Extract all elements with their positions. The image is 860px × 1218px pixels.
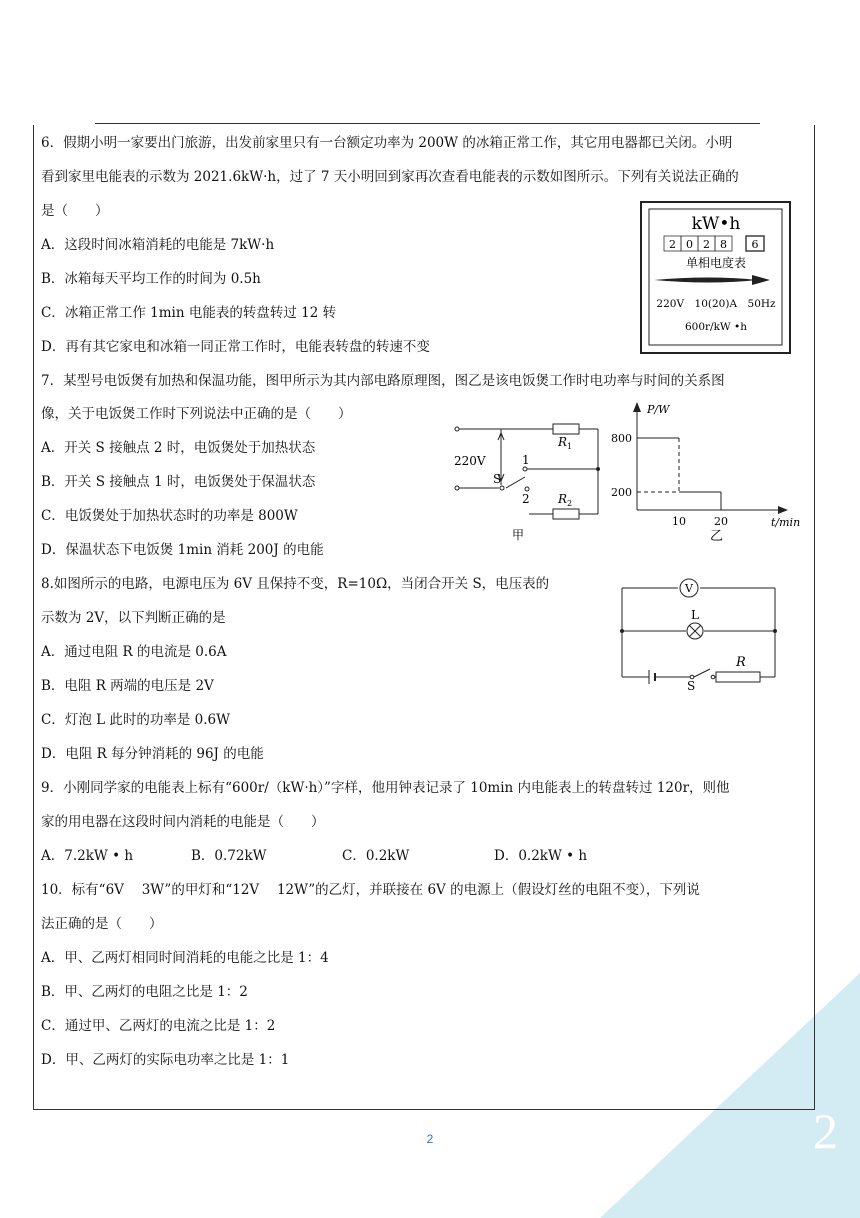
resistor-label: R	[736, 655, 746, 670]
electric-meter-figure	[640, 201, 792, 355]
rice-cooker-circuit-diagram	[445, 415, 610, 545]
q10-option-a: A．甲、乙两灯相同时间消耗的电能之比是 1：4	[41, 950, 329, 966]
meter-arrow-icon	[654, 275, 770, 285]
q10-option-b: B．甲、乙两灯的电阻之比是 1：2	[41, 984, 248, 1000]
page-number: 2	[426, 1132, 434, 1146]
q7-option-a: A．开关 S 接触点 2 时，电饭煲处于加热状态	[41, 440, 316, 456]
meter-digit-1: 2	[669, 238, 676, 251]
graph-x-label: t/min	[771, 516, 801, 529]
meter-digit-4: 8	[720, 238, 727, 251]
graph-y-tick-label: 200	[611, 486, 632, 499]
meter-digit-3: 2	[703, 238, 710, 251]
lamp-icon	[687, 623, 703, 639]
lamp-label: L	[691, 608, 699, 622]
q8-option-d: D．电阻 R 每分钟消耗的 96J 的电能	[41, 746, 264, 762]
meter-digit-2: 0	[686, 238, 693, 251]
resistor-r2-label: R	[558, 492, 568, 506]
q6-option-b: B．冰箱每天平均工作的时间为 0.5h	[41, 271, 261, 287]
meter-spec: 220V 10(20)A 50Hz	[656, 298, 776, 310]
circuit-switch-label: S	[493, 472, 502, 486]
q10-option-d: D．甲、乙两灯的实际电功率之比是 1：1	[41, 1052, 290, 1068]
graph-y-arrow-icon	[633, 402, 641, 412]
q7-stem-line1: 7．某型号电饭煲有加热和保温功能，图甲所示为其内部电路原理图，图乙是该电饭煲工作时电功率与时间的关系图	[41, 373, 725, 389]
meter-digit-5: 6	[751, 238, 759, 251]
q10-stem-line1: 10．标有“6V 3W”的甲灯和“12V 12W”的乙灯，并联接在 6V 的电源上（假设灯丝的电阻不变），下列说	[41, 882, 700, 898]
q6-stem-line1: 6．假期小明一家要出门旅游，出发前家里只有一台额定功率为 200W 的冰箱正常工作，其它用电器都已关闭。小明	[41, 135, 733, 151]
q6-stem-line2: 看到家里电能表的示数为 2021.6kW·h，过了 7 天小明回到家再次查看电能表的示数如图所示。下列有关说法正确的	[41, 169, 739, 185]
meter-name: 单相电度表	[685, 256, 747, 270]
q9-option-a: A．7.2kW • h	[41, 848, 134, 864]
q10-option-c: C．通过甲、乙两灯的电流之比是 1：2	[41, 1018, 276, 1034]
q9-stem-line1: 9．小刚同学家的电能表上标有“600r/（kW·h）”字样，他用钟表记录了 10min 内电能表上的转盘转过 120r，则他	[41, 780, 730, 796]
graph-x-tick-label: 20	[714, 515, 728, 528]
lamp-resistor-circuit-diagram	[616, 575, 782, 693]
q8-option-c: C．灯泡 L 此时的功率是 0.6W	[41, 712, 231, 728]
graph-y-label: P/W	[647, 403, 670, 416]
q6-option-d: D．再有其它家电和冰箱一同正常工作时，电能表转盘的转速不变	[41, 339, 430, 355]
q7-option-d: D．保温状态下电饭煲 1min 消耗 200J 的电能	[41, 542, 324, 558]
q6-option-c: C．冰箱正常工作 1min 电能表的转盘转过 12 转	[41, 305, 337, 321]
svg-text:R2	[557, 492, 572, 508]
corner-page-number: 2	[813, 1103, 838, 1159]
meter-unit: kW•h	[691, 214, 741, 234]
graph-x-tick-label: 10	[672, 515, 686, 528]
q8-stem-line1: 8.如图所示的电路，电源电压为 6V 且保持不变，R=10Ω，当闭合开关 S，电压表的	[41, 576, 550, 592]
switch-label: S	[687, 679, 696, 693]
q6-stem-line3: 是（ ）	[41, 203, 109, 219]
svg-text:R1	[557, 435, 572, 451]
resistor-r1-subscript: 1	[567, 442, 573, 451]
q9-option-c: C．0.2kW	[342, 848, 410, 864]
circuit-voltage-label: 220V	[454, 454, 486, 468]
q9-stem-line2: 家的用电器在这段时间内消耗的电能是（ ）	[41, 814, 325, 830]
resistor-box	[716, 672, 760, 682]
header-rule	[95, 123, 760, 124]
q9-option-b: B．0.72kW	[191, 848, 267, 864]
q7-stem-line2: 像，关于电饭煲工作时下列说法中正确的是（ ）	[41, 406, 352, 422]
q9-option-d: D．0.2kW • h	[494, 848, 588, 864]
q8-option-a: A．通过电阻 R 的电流是 0.6A	[41, 644, 227, 660]
voltmeter-label: V	[685, 582, 693, 595]
circuit-contact-2: 2	[522, 492, 530, 506]
power-time-graph	[608, 398, 808, 548]
q8-option-b: B．电阻 R 两端的电压是 2V	[41, 678, 214, 694]
q8-stem-line2: 示数为 2V，以下判断正确的是	[41, 610, 226, 626]
resistor-r1-label: R	[558, 435, 568, 449]
q7-option-b: B．开关 S 接触点 1 时，电饭煲处于保温状态	[41, 474, 316, 490]
graph-y-tick-label: 800	[611, 432, 632, 445]
circuit-contact-1: 1	[522, 453, 530, 467]
resistor-r2-subscript: 2	[567, 499, 573, 508]
q6-option-a: A．这段时间冰箱消耗的电能是 7kW·h	[41, 237, 275, 253]
meter-digits	[664, 236, 764, 251]
q10-stem-line2: 法正确的是（ ）	[41, 916, 163, 932]
meter-rate: 600r/kW •h	[684, 321, 748, 333]
circuit-caption: 甲	[512, 528, 525, 542]
graph-caption: 乙	[710, 529, 724, 544]
q7-option-c: C．电饭煲处于加热状态时的功率是 800W	[41, 508, 298, 524]
graph-x-arrow-icon	[778, 506, 788, 514]
